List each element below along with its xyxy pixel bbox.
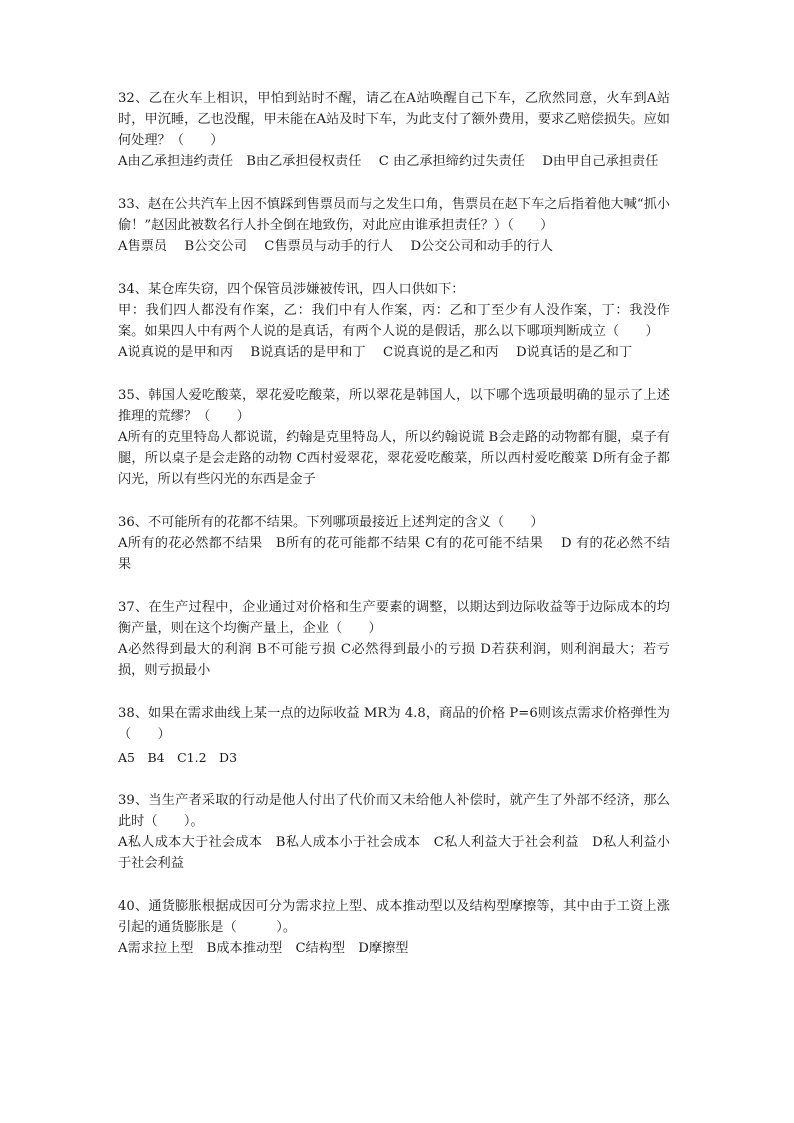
question-stem: 34、某仓库失窃，四个保管员涉嫌被传讯，四人口供如下：: [118, 282, 465, 297]
question-options: A售票员 B公交公司 C售票员与动手的行人 D公交公司和动手的行人: [118, 239, 553, 254]
question-options: A私人成本大于社会成本 B私人成本小于社会成本 C私人利益大于社会利益 D私人利益小于社会利益: [118, 835, 670, 871]
question-options: A由乙承担违约责任 B由乙承担侵权责任 C 由乙承担缔约过失责任 D由甲自己承担责任: [118, 154, 659, 169]
question-options: A所有的克里特岛人都说谎，约翰是克里特岛人，所以约翰说谎 B会走路的动物都有腿，桌子有腿，所以桌子是会走路的动物 C西村爱翠花，翠花爱吃酸菜，所以西村爱吃酸菜 D所有金子都闪光，所以有些闪光的东西是金子: [118, 430, 670, 487]
question-38: [118, 703, 670, 768]
question-options: A说真说的是甲和丙 B说真话的是甲和丁 C说真说的是乙和丙 D说真话的是乙和丁: [118, 345, 633, 360]
question-stem: 36、不可能所有的花都不结果。下列哪项最接近上述判定的含义（ ）: [118, 515, 544, 530]
question-stem: 32、乙在火车上相识，甲怕到站时不醒，请乙在A站唤醒自己下车，乙欣然同意，火车到A站时，甲沉睡，乙也没醒，甲未能在A站及时下车，为此支付了额外费用，要求乙赔偿损失。应如何处理？（ ）: [118, 91, 670, 148]
question-37: [118, 597, 670, 681]
question-stem: 40、通货膨胀根据成因可分为需求拉上型、成本推动型以及结构型摩擦等，其中由于工资上涨引起的通货膨胀是（ ）。: [118, 899, 670, 935]
question-options: A所有的花必然都不结果 B所有的花可能都不结果 C有的花可能不结果 D 有的花必然不结果: [118, 536, 670, 572]
question-options: A需求拉上型 B成本推动型 C结构型 D摩擦型: [118, 941, 409, 956]
question-stem-continued: 甲：我们四人都没有作案，乙：我们中有人作案，丙：乙和丁至少有人没作案，丁：我没作案。如果四人中有两个人说的是真话，有两个人说的是假话，那么以下哪项判断成立（ ）: [118, 303, 670, 339]
question-options: A5 B4 C1.2 D3: [118, 750, 238, 765]
question-32: [118, 88, 670, 172]
question-35: [118, 385, 670, 490]
question-34: [118, 279, 670, 363]
question-33: [118, 194, 670, 257]
question-stem: 37、在生产过程中，企业通过对价格和生产要素的调整，以期达到边际收益等于边际成本的均衡产量，则在这个均衡产量上，企业（ ）: [118, 600, 670, 636]
question-39: [118, 790, 670, 874]
document-page: [118, 88, 670, 981]
question-stem: 33、赵在公共汽车上因不慎踩到售票员而与之发生口角，售票员在赵下车之后指着他大喊“抓小偷！”赵因此被数名行人扑全倒在地致伤，对此应由谁承担责任？）（ ）: [118, 197, 670, 233]
question-stem: 35、韩国人爱吃酸菜，翠花爱吃酸菜，所以翠花是韩国人，以下哪个选项最明确的显示了上述推理的荒缪？（ ）: [118, 388, 670, 424]
question-40: [118, 896, 670, 959]
question-stem: 38、如果在需求曲线上某一点的边际收益 MR为 4.8，商品的价格 P=6则该点需求价格弹性为（ ）: [118, 706, 670, 742]
question-options: A必然得到最大的利润 B不可能亏损 C必然得到最小的亏损 D若获利润，则利润最大；若亏损，则亏损最小: [118, 642, 670, 678]
question-stem: 39、当生产者采取的行动是他人付出了代价而又未给他人补偿时，就产生了外部不经济，那么此时（ ）。: [118, 793, 670, 829]
question-36: [118, 512, 670, 575]
